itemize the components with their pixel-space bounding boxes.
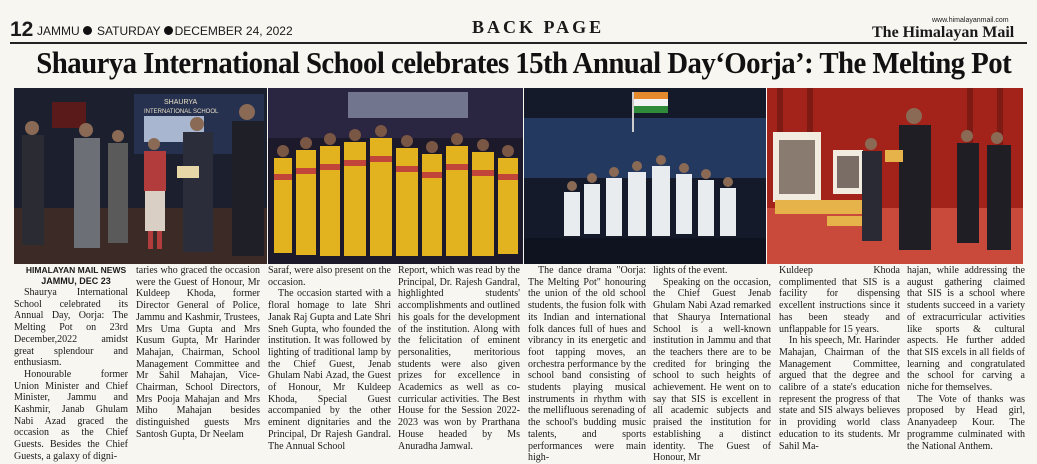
paragraph: In his speech, Mr. Harinder Mahajan, Chairman of the Management Committee, argued that the degree and calibre of a state's education represent the progress of that state and SIS always believes in providing world class education to its students. Mr Sahil Ma- xyxy=(779,335,900,452)
dateline: JAMMU, DEC 23 xyxy=(41,276,111,286)
article-column-2 xyxy=(136,265,260,441)
day-label: SATURDAY xyxy=(97,24,161,38)
article-column-3 xyxy=(268,265,391,452)
article-column-6 xyxy=(653,265,771,464)
article-column-7 xyxy=(779,265,900,452)
paragraph: The dance drama "Oorja: The Melting Pot" honouring the union of the old school students, the fusion folk with its Indian and international folk dances full of hues and vibrancy in its energetic and foot tapping moves, an orchestra performance by the school band consisting of students playing musical instruments in rhythm with the mellifluous serenading of the school's budding music talents, and sports performances were main high- xyxy=(528,265,646,464)
location-label: JAMMU xyxy=(37,24,80,38)
paragraph: The Vote of thanks was proposed by Head girl, Ananyadeep Kour. The programme culminated with the National Anthem. xyxy=(907,393,1025,452)
paragraph: lights of the event. xyxy=(653,265,728,276)
issue-dateline xyxy=(37,24,293,38)
paragraph: The occasion started with a floral homage to late Shri Janak Raj Gupta and Late Shri Sneh Gupta, who founded the institution. It was followed by lighting of traditional lamp by the Chief Guest, Jenab Ghulam Nabi Azad, the Guest of Honour, Mr Kuldeep Khoda, Special Guest accompanied by the other eminent dignitaries and the Principal, Dr Rajesh Gandral. The Annual School xyxy=(268,288,391,452)
paper-name: The Himalayan Mail xyxy=(872,24,1015,41)
paragraph: Kuldeep Khoda complimented that SIS is a facility for dispensing excellent instructions since it has been steady and unflappable for 15 years. xyxy=(779,265,900,335)
article-headline: Shaurya International School celebrates 15th Annual Day‘Oorja’: The Melting Pot xyxy=(36,45,1012,80)
article-column-1 xyxy=(14,265,128,463)
paragraph: taries who graced the occasion were the Guest of Honour, Mr Kuldeep Khoda, former Director General of Police, Jammu and Kashmir, Trustees, Mrs Uma Gupta and Mrs Kusum Gupta, Mr Harinder Mahajan, Chairman, School Management Committee and Mr Sahil Mahajan, Vice-Chairman, School Directors, Mrs Pooja Mahajan and Mrs Miho Mahajan besides distinguished guests Mrs Santosh Gupta, Dr Neelam xyxy=(136,265,260,440)
bullet-dot-icon xyxy=(164,26,173,35)
article-column-8 xyxy=(907,265,1025,452)
floral-tribute-photo xyxy=(767,88,1023,264)
paragraph: Shaurya International School celebrated its Annual Day, Oorja: The Melting Pot on 23rd December,2022 amidst great splendour and enthusiasm. xyxy=(14,287,128,369)
masthead xyxy=(0,0,1037,42)
paragraph: Saraf, were also present on the occasion. xyxy=(268,265,391,288)
sports-performance-flag-photo xyxy=(524,88,766,264)
byline: HIMALAYAN MAIL NEWS xyxy=(25,265,127,275)
stage-banner-subtext: INTERNATIONAL SCHOOL xyxy=(144,109,219,115)
dignitaries-on-stage-photo xyxy=(14,88,267,264)
stage-banner-text: SHAURYA xyxy=(164,99,198,106)
paragraph: hajan, while addressing the august gathering claimed that SIS is a school where students succeed in a variety of extracurricular activities like sports & cultural aspects. He further added that SIS excels in all fields of learning and congratulated the school for carving a niche for themselves. xyxy=(907,265,1025,394)
page-number: 12 xyxy=(10,18,34,41)
website-url: www.himalayanmail.com xyxy=(932,17,1009,24)
paragraph: Honourable former Union Minister and Chief Minister, Jammu and Kashmir, Janab Ghulam Nabi Azad graced the occasion as the Chief Guests. Besides the Chief Guests, a galaxy of digni- xyxy=(14,368,128,462)
bullet-dot-icon xyxy=(83,26,92,35)
article-column-4 xyxy=(398,265,520,452)
date-label: DECEMBER 24, 2022 xyxy=(174,24,293,38)
section-title: BACK PAGE xyxy=(472,17,605,37)
paragraph: Speaking on the occasion, the Chief Guest Jenab Ghulam Nabi Azad remarked that Shaurya International School is a well-known institution in Jammu and that the teachers there are to be credited for bringing the school to such heights of achievement. He went on to say that SIS is excellent in all academic subjects and praised the institution for establishing a distinct identity. The Guest of Honour, Mr xyxy=(653,276,771,464)
article-column-5 xyxy=(528,265,646,464)
folk-dance-performance-photo xyxy=(268,88,523,264)
paragraph: Report, which was read by the Principal, Dr. Rajesh Gandral, highlighted students' accomplishments and outlined his goals for the development of the institution. Along with the felicitation of eminent personalities, meritorious students were also given prizes for excellence in Academics as well as co-curricular activities. The Best House for the Session 2022-2023 was won by Prarthana House headed by Ms Anuradha Jamwal. xyxy=(398,265,520,452)
